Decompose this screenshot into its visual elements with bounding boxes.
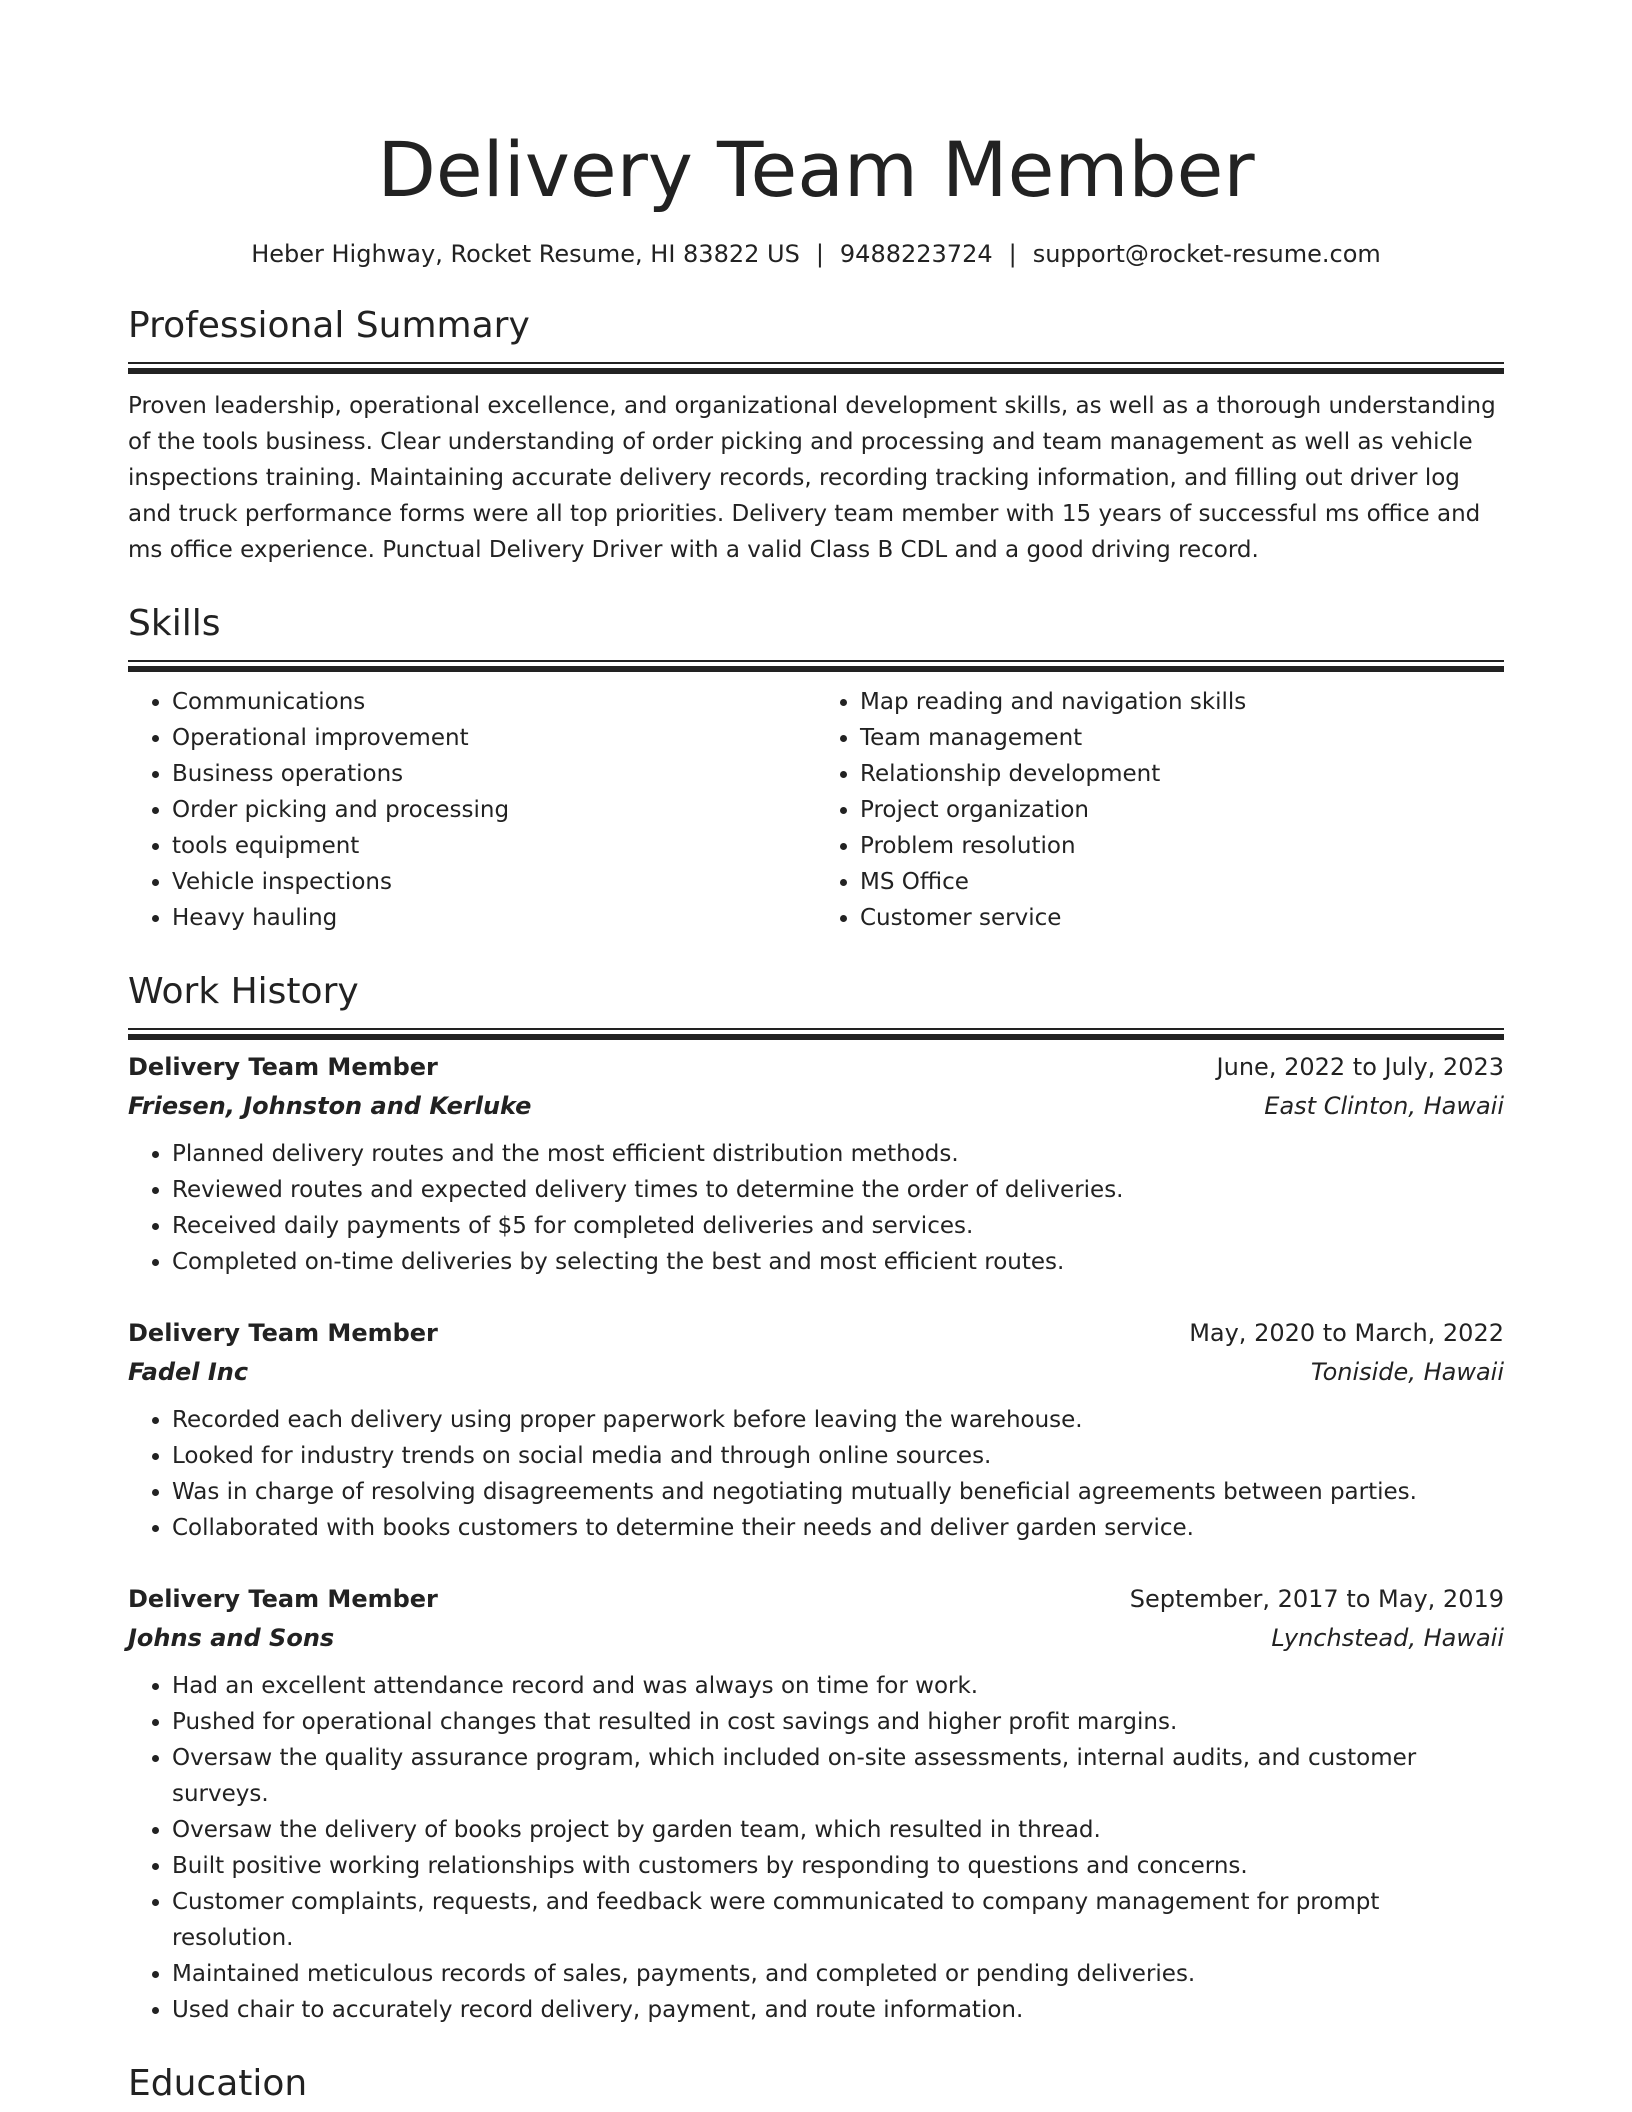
- skill-item: • Team management: [860, 720, 1504, 756]
- job-title: Delivery Team Member: [128, 1319, 438, 1347]
- skill-item: • Business operations: [172, 756, 816, 792]
- job-company: Johns and Sons: [128, 1624, 335, 1652]
- job-company: Friesen, Johnston and Kerluke: [128, 1092, 532, 1120]
- skill-item: • Vehicle inspections: [172, 864, 816, 900]
- contact-line: [128, 238, 1504, 270]
- job-dates: May, 2020 to March, 2022: [1189, 1319, 1504, 1347]
- job-title: Delivery Team Member: [128, 1585, 438, 1613]
- job-bullet: • Oversaw the delivery of books project by garden team, which resulted in thread.: [172, 1812, 1504, 1848]
- skills-list-left: [128, 684, 816, 936]
- job-title: Delivery Team Member: [128, 1053, 438, 1081]
- skill-item: • Order picking and processing: [172, 792, 816, 828]
- section-divider: [128, 660, 1504, 662]
- skills-list-right: [816, 684, 1504, 936]
- job-location: Lynchstead, Hawaii: [1271, 1624, 1504, 1652]
- contact-phone: 9488223724: [839, 240, 993, 268]
- job-bullets: [128, 1136, 1504, 1280]
- skill-item: • Project organization: [860, 792, 1504, 828]
- job-location: Toniside, Hawaii: [1310, 1358, 1504, 1386]
- skill-item: • tools equipment: [172, 828, 816, 864]
- job-bullet: • Built positive working relationships with customers by responding to questions and concerns.: [172, 1848, 1504, 1884]
- section-title-summary: Professional Summary: [128, 305, 530, 346]
- skill-item: • Problem resolution: [860, 828, 1504, 864]
- section-title-education: Education: [128, 2063, 308, 2104]
- skill-item: • Map reading and navigation skills: [860, 684, 1504, 720]
- job-bullet: • Received daily payments of $5 for completed deliveries and services.: [172, 1208, 1504, 1244]
- work-history-section: [128, 970, 1504, 2028]
- section-title-work-history: Work History: [128, 971, 359, 1012]
- job-bullet: • Looked for industry trends on social media and through online sources.: [172, 1438, 1504, 1474]
- summary-section: [128, 304, 1504, 568]
- job-entry: [128, 1048, 1504, 1280]
- skill-item: • Heavy hauling: [172, 900, 816, 936]
- contact-separator: |: [1008, 240, 1017, 268]
- job-entry: [128, 1580, 1504, 2028]
- resume-page: [128, 0, 1504, 2106]
- skills-columns: [128, 684, 1504, 936]
- job-dates: September, 2017 to May, 2019: [1129, 1585, 1504, 1613]
- skill-item: • Customer service: [860, 900, 1504, 936]
- contact-email[interactable]: support@rocket-resume.com: [1032, 240, 1381, 268]
- contact-address: Heber Highway, Rocket Resume, HI 83822 US: [251, 240, 800, 268]
- skills-section: [128, 602, 1504, 936]
- job-bullet: • Collaborated with books customers to determine their needs and deliver garden service.: [172, 1510, 1504, 1546]
- job-bullet: • Pushed for operational changes that resulted in cost savings and higher profit margins.: [172, 1704, 1504, 1740]
- job-bullet: • Used chair to accurately record delivery, payment, and route information.: [172, 1992, 1504, 2028]
- job-bullet: • Had an excellent attendance record and was always on time for work.: [172, 1668, 1504, 1704]
- section-divider: [128, 362, 1504, 364]
- job-bullet: • Was in charge of resolving disagreements and negotiating mutually beneficial agreements between parties.: [172, 1474, 1504, 1510]
- job-company: Fadel Inc: [128, 1358, 249, 1386]
- skill-item: • Relationship development: [860, 756, 1504, 792]
- job-location: East Clinton, Hawaii: [1264, 1092, 1504, 1120]
- job-bullets: [128, 1402, 1504, 1546]
- skill-item: • Operational improvement: [172, 720, 816, 756]
- job-bullet: • Completed on-time deliveries by selecting the best and most efficient routes.: [172, 1244, 1504, 1280]
- job-bullet: • Planned delivery routes and the most efficient distribution methods.: [172, 1136, 1504, 1172]
- skill-item: • MS Office: [860, 864, 1504, 900]
- section-divider: [128, 1028, 1504, 1030]
- job-bullet: • Reviewed routes and expected delivery times to determine the order of deliveries.: [172, 1172, 1504, 1208]
- contact-separator: |: [815, 240, 824, 268]
- resume-name: Delivery Team Member: [377, 125, 1255, 214]
- job-bullet: • Customer complaints, requests, and feedback were communicated to company management for prompt resolution.: [172, 1884, 1504, 1956]
- skill-item: • Communications: [172, 684, 816, 720]
- job-entry: [128, 1314, 1504, 1546]
- job-dates: June, 2022 to July, 2023: [1216, 1053, 1504, 1081]
- job-bullet: • Oversaw the quality assurance program, which included on-site assessments, internal audits, and customer surveys.: [172, 1740, 1504, 1812]
- summary-text: Proven leadership, operational excellence, and organizational development skills, as well as a thorough understanding of the tools business. Clear understanding of order picking and processing and team management as well as vehicle inspections training. Maintaining accurate delivery records, recording tracking information, and filling out driver log and truck performance forms were all top priorities. Delivery team member with 15 years of successful ms office and ms office experience. Punctual Delivery Driver with a valid Class B CDL and a good driving record.: [128, 393, 1496, 563]
- job-bullets: [128, 1668, 1504, 2028]
- section-title-skills: Skills: [128, 603, 221, 644]
- job-bullet: • Recorded each delivery using proper paperwork before leaving the warehouse.: [172, 1402, 1504, 1438]
- education-section: [128, 2062, 1504, 2106]
- job-bullet: • Maintained meticulous records of sales, payments, and completed or pending deliveries.: [172, 1956, 1504, 1992]
